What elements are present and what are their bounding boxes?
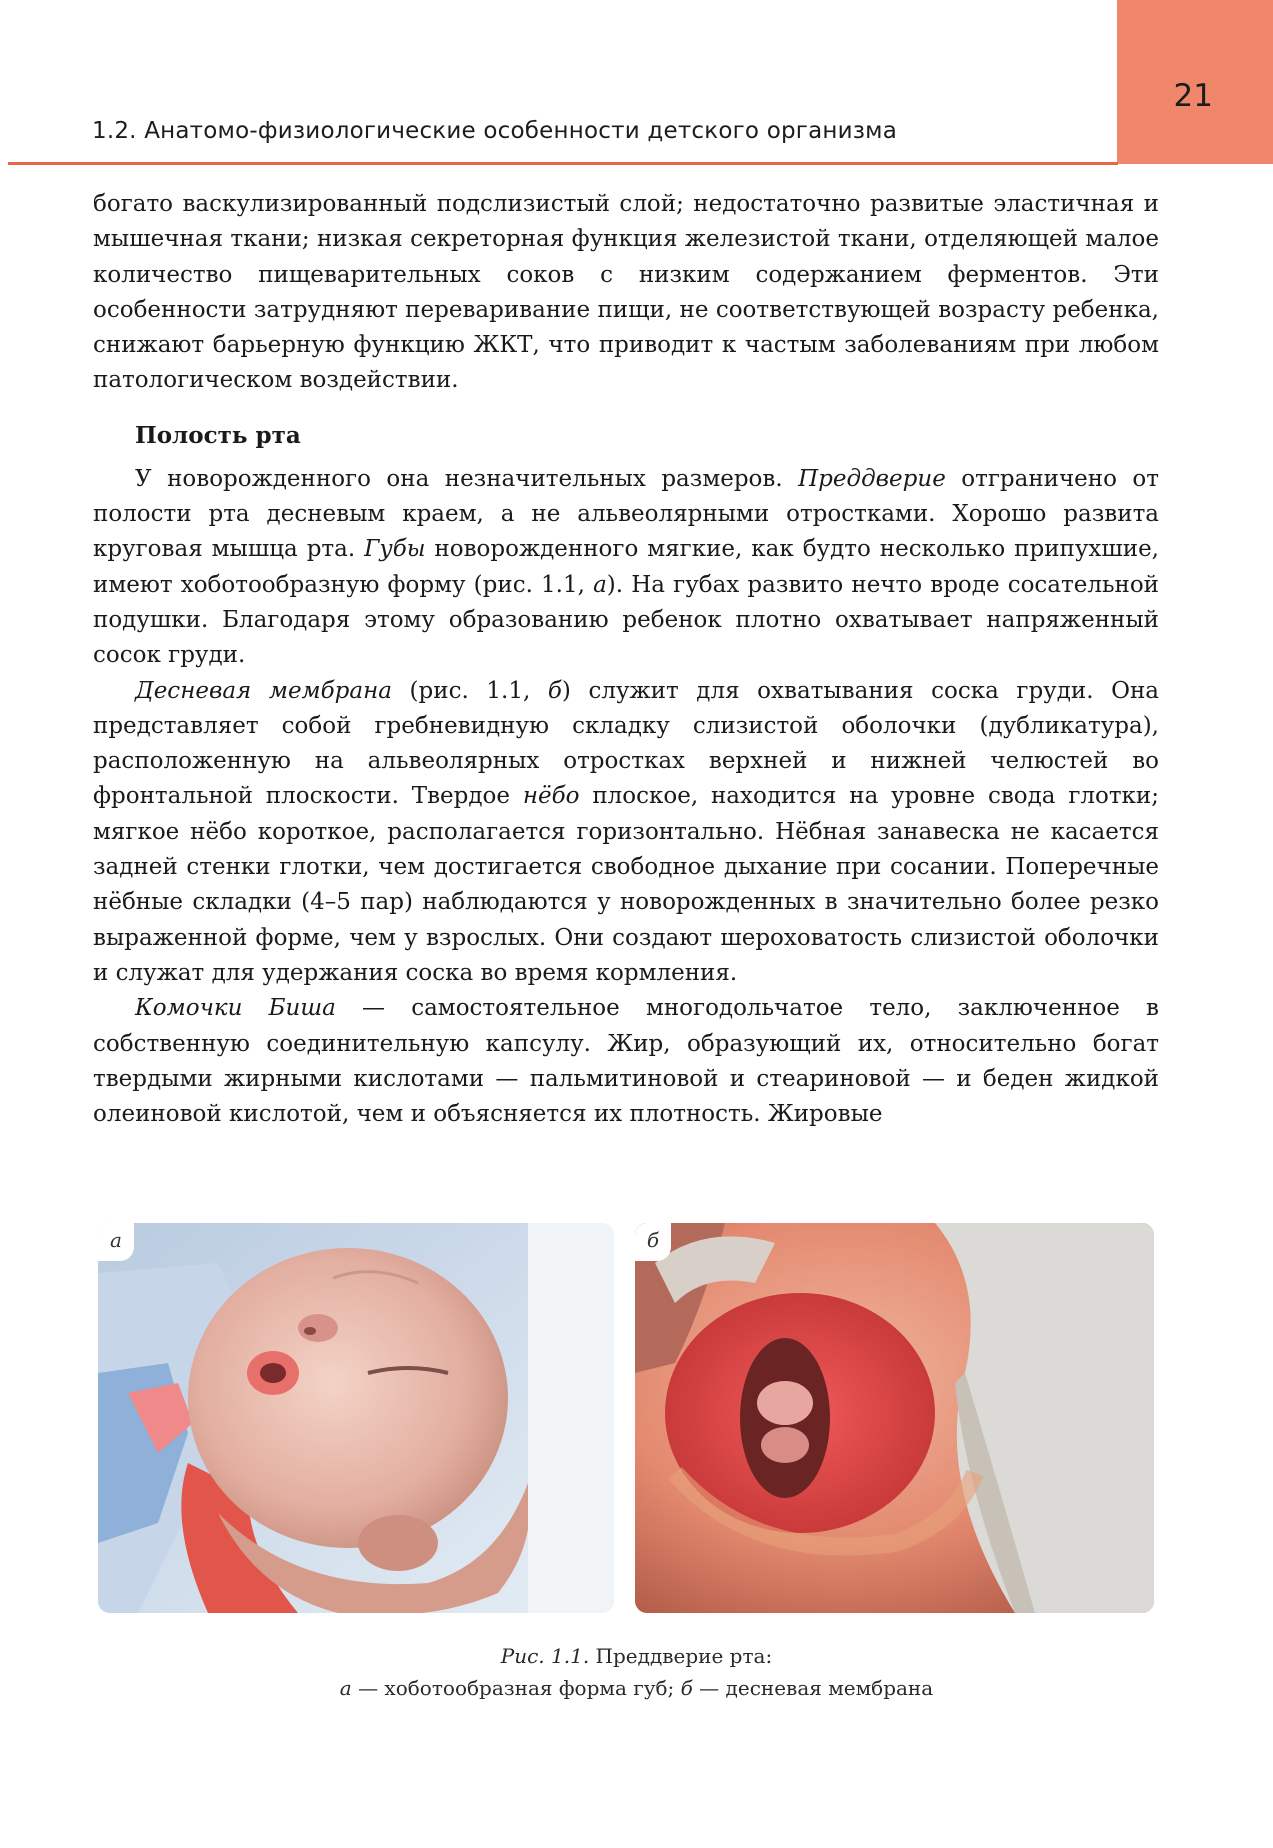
paragraph (93, 674, 1159, 992)
text-run: (рис. 1.1, (391, 677, 548, 704)
italic-term: а (593, 571, 607, 598)
caption-title-line (0, 1640, 1273, 1672)
paragraph: богато васкулизированный подслизистый слой; недостаточно развитые эластичная и мышечная ткани; низкая секреторная функция железистой ткани, отделяющей малое количество пищеварительных соков с низким содержанием ферментов. Эти особенности затрудняют переваривание пищи, не соответствующей возрасту ребенка, снижают барьерную функцию ЖКТ, что приводит к частым заболеваниям при любом патологическом воздействии. (93, 191, 1159, 394)
photo-gum-membrane (635, 1223, 1154, 1613)
italic-term: Преддверие (798, 465, 946, 492)
text-run: У новорожденного она незначительных размеров. (135, 465, 799, 492)
caption-title: Преддверие рта: (589, 1644, 773, 1668)
photo-baby-face (98, 1223, 614, 1613)
paragraph (93, 991, 1159, 1132)
italic-term: б (547, 677, 562, 704)
page-number: 21 (1173, 78, 1213, 114)
body-text (93, 187, 1159, 1132)
panel-label-b: б (635, 1223, 671, 1261)
photo-gum-membrane-image (635, 1223, 1154, 1613)
text-run: — самостоятельное многодольчатое тело, заключенное в собственную соединительную капсулу. Жир, образующий их, относительно богат твердыми жирными кислотами — пальмитиновой и стеариновой — и беден жидкой олеиновой кислотой, чем и объясняется их плотность. Жировые (93, 995, 1159, 1128)
text-run: отграничено от полости рта десневым краем, а не альвеолярными отростками. Хорошо развита круговая мышца рта. (93, 465, 1159, 563)
italic-term: Десневая мембрана (135, 677, 392, 704)
text-run: новорожденного мягкие, как будто несколько припухшие, имеют хоботообразную форму (рис. 1.1, (93, 536, 1159, 598)
text-run: плоское, находится на уровне свода глотки; мягкое нёбо короткое, располагается горизонтально. Нёбная занавеска не касается задней стенки глотки, чем достигается свободное дыхание при сосании. Поперечные нёбные складки (4–5 пар) наблюдаются у новорожденных в значительно более резко выраженной форме, чем у взрослых. Они создают шероховатость слизистой оболочки и служат для удержания соска во время кормления. (93, 783, 1160, 986)
caption-a-text: — хоботообразная форма губ; (351, 1676, 681, 1700)
italic-term: нёбо (522, 783, 580, 810)
figure (98, 1223, 1154, 1613)
section-heading: Полость рта (135, 421, 301, 449)
caption-a-marker: а (339, 1676, 352, 1700)
header-rule (8, 162, 1118, 165)
photo-baby-face-image (98, 1223, 614, 1613)
running-head: 1.2. Анатомо-физиологические особенности детского организма (92, 118, 898, 144)
caption-label: Рис. 1.1. (500, 1644, 590, 1668)
italic-term: Комочки Биша (135, 995, 336, 1022)
caption-b-marker: б (680, 1676, 693, 1700)
text-run: ). На губах развито нечто вроде сосательной подушки. Благодаря этому образованию ребенок плотно охватывает напряженный сосок груди. (93, 571, 1159, 669)
paragraph (93, 462, 1159, 674)
caption-legend-line (0, 1672, 1273, 1704)
text-run: ) служит для охватывания соска груди. Она представляет собой гребневидную складку слизистой оболочки (дубликатура), расположенную на альвеолярных отростках верхней и нижней челюстей во фронтальной плоскости. Твердое (93, 677, 1159, 810)
italic-term: Губы (364, 536, 426, 563)
caption-b-text: — десневая мембрана (692, 1676, 934, 1700)
figure-caption (0, 1640, 1273, 1704)
panel-label-a: а (98, 1223, 134, 1261)
